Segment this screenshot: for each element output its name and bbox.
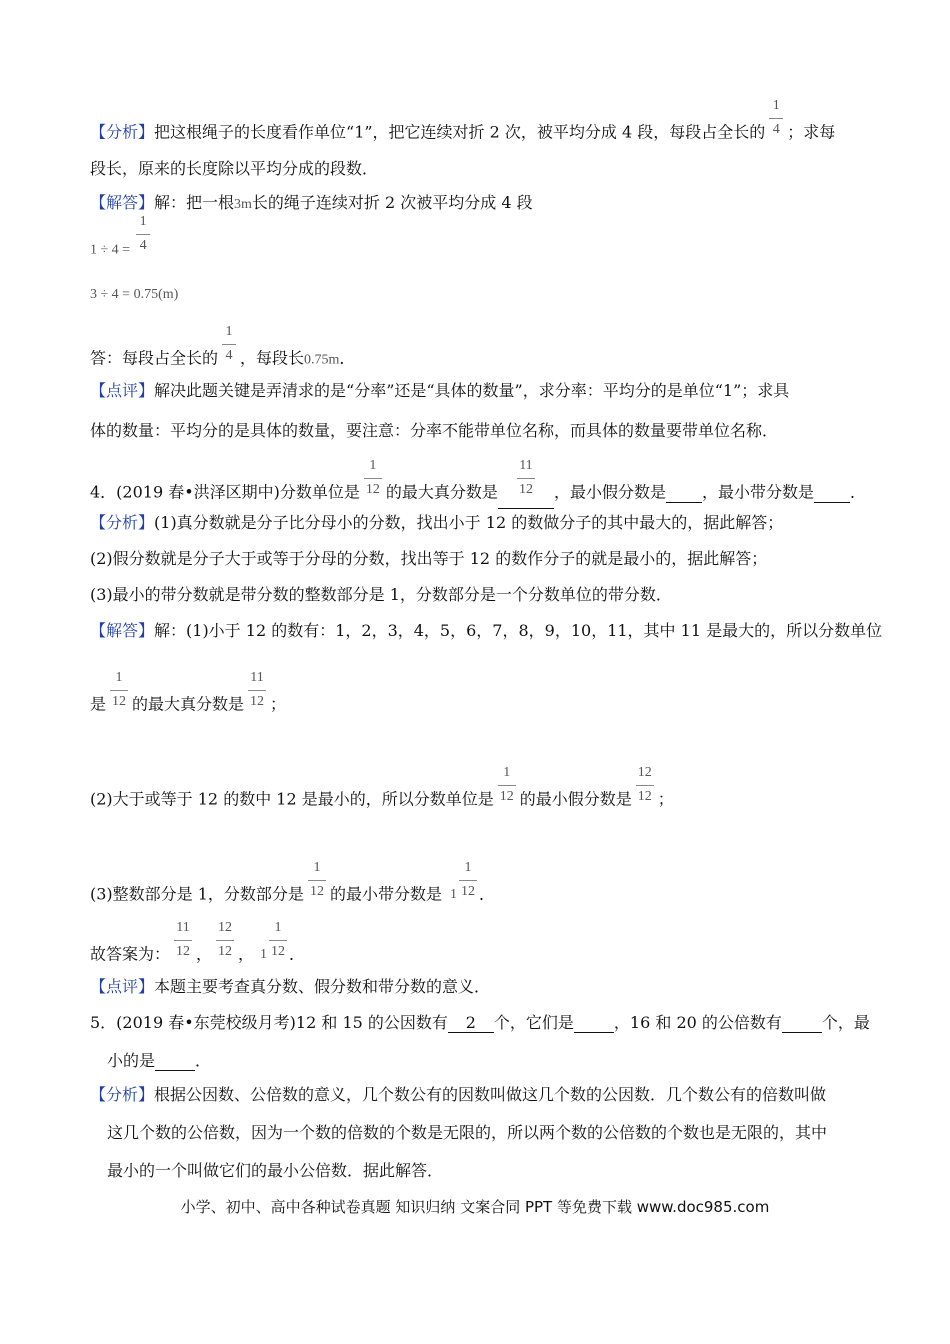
mixed-number-one-one-twelfth: 1 $\frac{1}{12}$ (449, 860, 475, 903)
fraction-one-twelfth: $\frac{1}{12}$ (309, 860, 324, 899)
p3-answer-line: 答：每段占全长的 $\frac{1}{4}$ ，每段长0.75m． (90, 344, 355, 374)
p3-equation-1: 1 ÷ 4 = $\frac{1}{4}$ (90, 234, 152, 264)
p3-analysis-line2: 段长，原来的长度除以平均分成的段数． (90, 159, 379, 178)
answer-blank-3 (814, 484, 850, 503)
solution-tag: 【解答】 (90, 621, 155, 640)
q4-solution-2: (2)大于或等于 12 的数中 12 是最小的，所以分数单位是 $\frac{1}{12}$ 的最小假分数是 $\frac{12}{12}$ ； (90, 785, 674, 815)
fraction-eleven-twelfths: $\frac{11}{12}$ (250, 670, 265, 709)
fraction-one-twelfth: $\frac{1}{12}$ (499, 765, 514, 804)
q4-solution-1: 【解答】解：(1)小于 12 的数有：1，2，3，4，5，6，7，8，9，10，11，其中 11 是最大的，所以分数单位 (90, 621, 883, 640)
fraction-one-quarter: $\frac{1}{4}$ (134, 234, 152, 264)
q5-stem-line1: 5．(2019 春•东莞校级月考)12 和 15 的公因数有 2 个，它们是 ，16 和 20 的公倍数有 个，最 (90, 1013, 870, 1032)
p3-comment-line2: 体的数量：平均分的是具体的数量，要注意：分率不能带单位名称，而具体的数量要带单位名称． (90, 421, 779, 440)
q5-analysis-1: 【分析】根据公因数、公倍数的意义，几个数公有的因数叫做这几个数的公因数．几个数公有的倍数叫做 (90, 1085, 827, 1104)
comment-tag: 【点评】 (90, 977, 155, 996)
answer-blank-1: 2 (448, 1014, 494, 1033)
fraction-one-quarter: $\frac{1}{4}$ (220, 344, 238, 374)
q4-analysis-1: 【分析】(1)真分数就是分子比分母小的分数，找出小于 12 的数做分子的其中最大的，据此解答； (90, 513, 784, 532)
q4-solution-1b: 是 $\frac{1}{12}$ 的最大真分数是 $\frac{11}{12}$ ； (90, 690, 286, 720)
q4-analysis-3: (3)最小的带分数就是带分数的整数部分是 1，分数部分是一个分数单位的带分数． (90, 585, 672, 604)
comment-tag: 【点评】 (90, 381, 155, 400)
p3-solution-line: 【解答】解：把一根3m长的绳子连续对折 2 次被平均分成 4 段 (90, 193, 533, 212)
q4-comment: 【点评】本题主要考查真分数、假分数和带分数的意义． (90, 977, 491, 996)
q4-stem: 4．(2019 春•洪泽区期中)分数单位是 $\frac{1}{12}$ 的最大真分数是 $\frac{11}{12}$ ，最小假分数是 ，最小带分数是 ． (90, 478, 866, 509)
analysis-tag: 【分析】 (90, 513, 155, 532)
answer-blank-1 (498, 458, 554, 509)
mixed-number-one-one-twelfth: 1 $\frac{1}{12}$ (260, 920, 286, 963)
fraction-eleven-twelfths: $\frac{11}{12}$ (518, 458, 533, 497)
fraction-eleven-twelfths: $\frac{11}{12}$ (176, 920, 191, 959)
q4-answer: 故答案为： $\frac{11}{12}$ ， $\frac{12}{12}$ ， 1 $\frac{1}{12}$ ． (90, 940, 305, 970)
fraction-twelve-twelfths: $\frac{12}{12}$ (218, 920, 233, 959)
answer-blank-2 (574, 1014, 614, 1033)
page-footer: 小学、初中、高中各种试卷真题 知识归纳 文案合同 PPT 等免费下载 www.doc985.com (180, 1198, 770, 1216)
q5-analysis-3: 最小的一个叫做它们的最小公倍数．据此解答． (107, 1161, 444, 1180)
analysis-tag: 【分析】 (90, 122, 155, 142)
p3-analysis-line1: 【分析】把这根绳子的长度看作单位“1”，把它连续对折 2 次，被平均分成 4 段，每段占全长的 $\frac{1}{4}$ ；求每 (90, 118, 835, 148)
p3-comment-line1: 【点评】解决此题关键是弄清求的是“分率”还是“具体的数量”，求分率：平均分的是单位“1”；求具 (90, 381, 790, 400)
fraction-one-twelfth: $\frac{1}{12}$ (112, 670, 127, 709)
analysis-tag: 【分析】 (90, 1085, 155, 1104)
answer-blank-4 (155, 1052, 195, 1071)
answer-blank-2 (666, 484, 702, 503)
q5-analysis-2: 这几个数的公倍数，因为一个数的倍数的个数是无限的，所以两个数的公倍数的个数也是无限的，其中 (107, 1123, 828, 1142)
fraction-one-twelfth: $\frac{1}{12}$ (365, 458, 380, 497)
q4-solution-3: (3)整数部分是 1，分数部分是 $\frac{1}{12}$ 的最小带分数是 1 $\frac{1}{12}$ ． (90, 880, 495, 910)
answer-blank-3 (782, 1014, 822, 1033)
q4-analysis-2: (2)假分数就是分子大于或等于分母的分数，找出等于 12 的数作分子的就是最小的，据此解答； (90, 549, 768, 568)
fraction-one-quarter: $\frac{1}{4}$ (767, 118, 785, 148)
p3-equation-2: 3 ÷ 4 = 0.75(m) (90, 287, 179, 302)
q5-stem-line2: 小的是 ． (107, 1051, 212, 1070)
fraction-twelve-twelfths: $\frac{12}{12}$ (637, 765, 652, 804)
solution-tag: 【解答】 (90, 193, 155, 212)
